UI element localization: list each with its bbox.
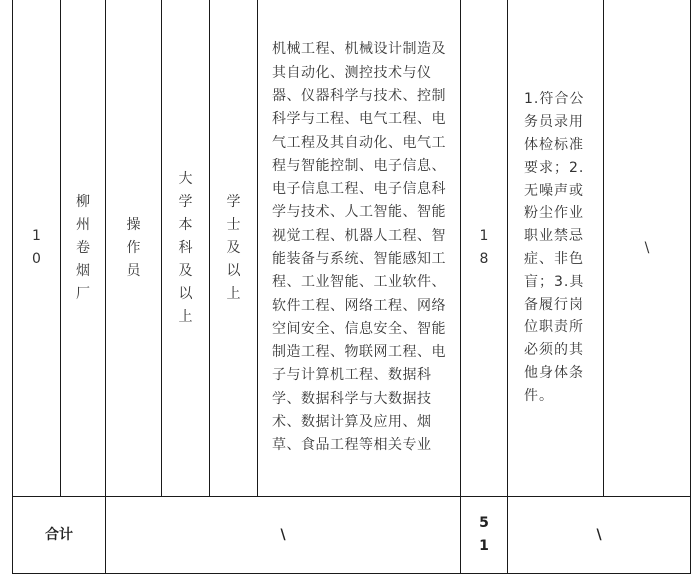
- total-remark-cell: [508, 497, 691, 574]
- degree-requirement: 学士及以上: [226, 193, 241, 302]
- count-cell: [461, 0, 508, 497]
- total-middle: \: [280, 526, 286, 543]
- position-cell: [106, 0, 162, 497]
- total-label-cell: [13, 497, 106, 574]
- major-requirement: 机械工程、机械设计制造及其自动化、测控技术与仪器、仪器科学与技术、控制科学与工程、电气工程、电气工程及其自动化、电气工程与智能控制、电子信息、电子信息工程、电子信息科学与技术、人工智能、智能视觉工程、机器人工程、智能装备与系统、智能感知工程、工业智能、工业软件、软件工程、网络工程、网络空间安全、信息安全、智能制造工程、物联网工程、电子与计算机工程、数据科学、数据科学与大数据技术、数据计算及应用、烟草、食品工程等相关专业: [272, 41, 446, 454]
- total-label: 合计: [45, 526, 73, 543]
- total-row: [13, 497, 691, 574]
- conditions-cell: [508, 0, 604, 497]
- total-count: 51: [479, 515, 489, 554]
- total-middle-cell: [106, 497, 461, 574]
- major-cell: [258, 0, 461, 497]
- remark-cell: [604, 0, 691, 497]
- total-remark: \: [596, 526, 602, 543]
- degree-cell: [210, 0, 258, 497]
- total-count-cell: [461, 497, 508, 574]
- other-conditions: 1.符合公务员录用体检标准要求；2.无噪声或粉尘作业职业禁忌症、非色盲；3.具备履行岗位职责所必须的其他身体条件。: [524, 91, 585, 404]
- row-index-cell: [13, 0, 61, 497]
- remark-text: \: [644, 239, 650, 256]
- row-index: 10: [32, 228, 41, 267]
- table-row: [13, 0, 691, 497]
- position-name: 操作员: [126, 216, 141, 279]
- recruit-count: 18: [479, 228, 489, 267]
- unit-name: 柳州卷烟厂: [76, 193, 90, 302]
- recruitment-table: [12, 0, 691, 574]
- education-cell: [162, 0, 210, 497]
- education-requirement: 大学本科及以上: [178, 170, 193, 325]
- unit-cell: [61, 0, 106, 497]
